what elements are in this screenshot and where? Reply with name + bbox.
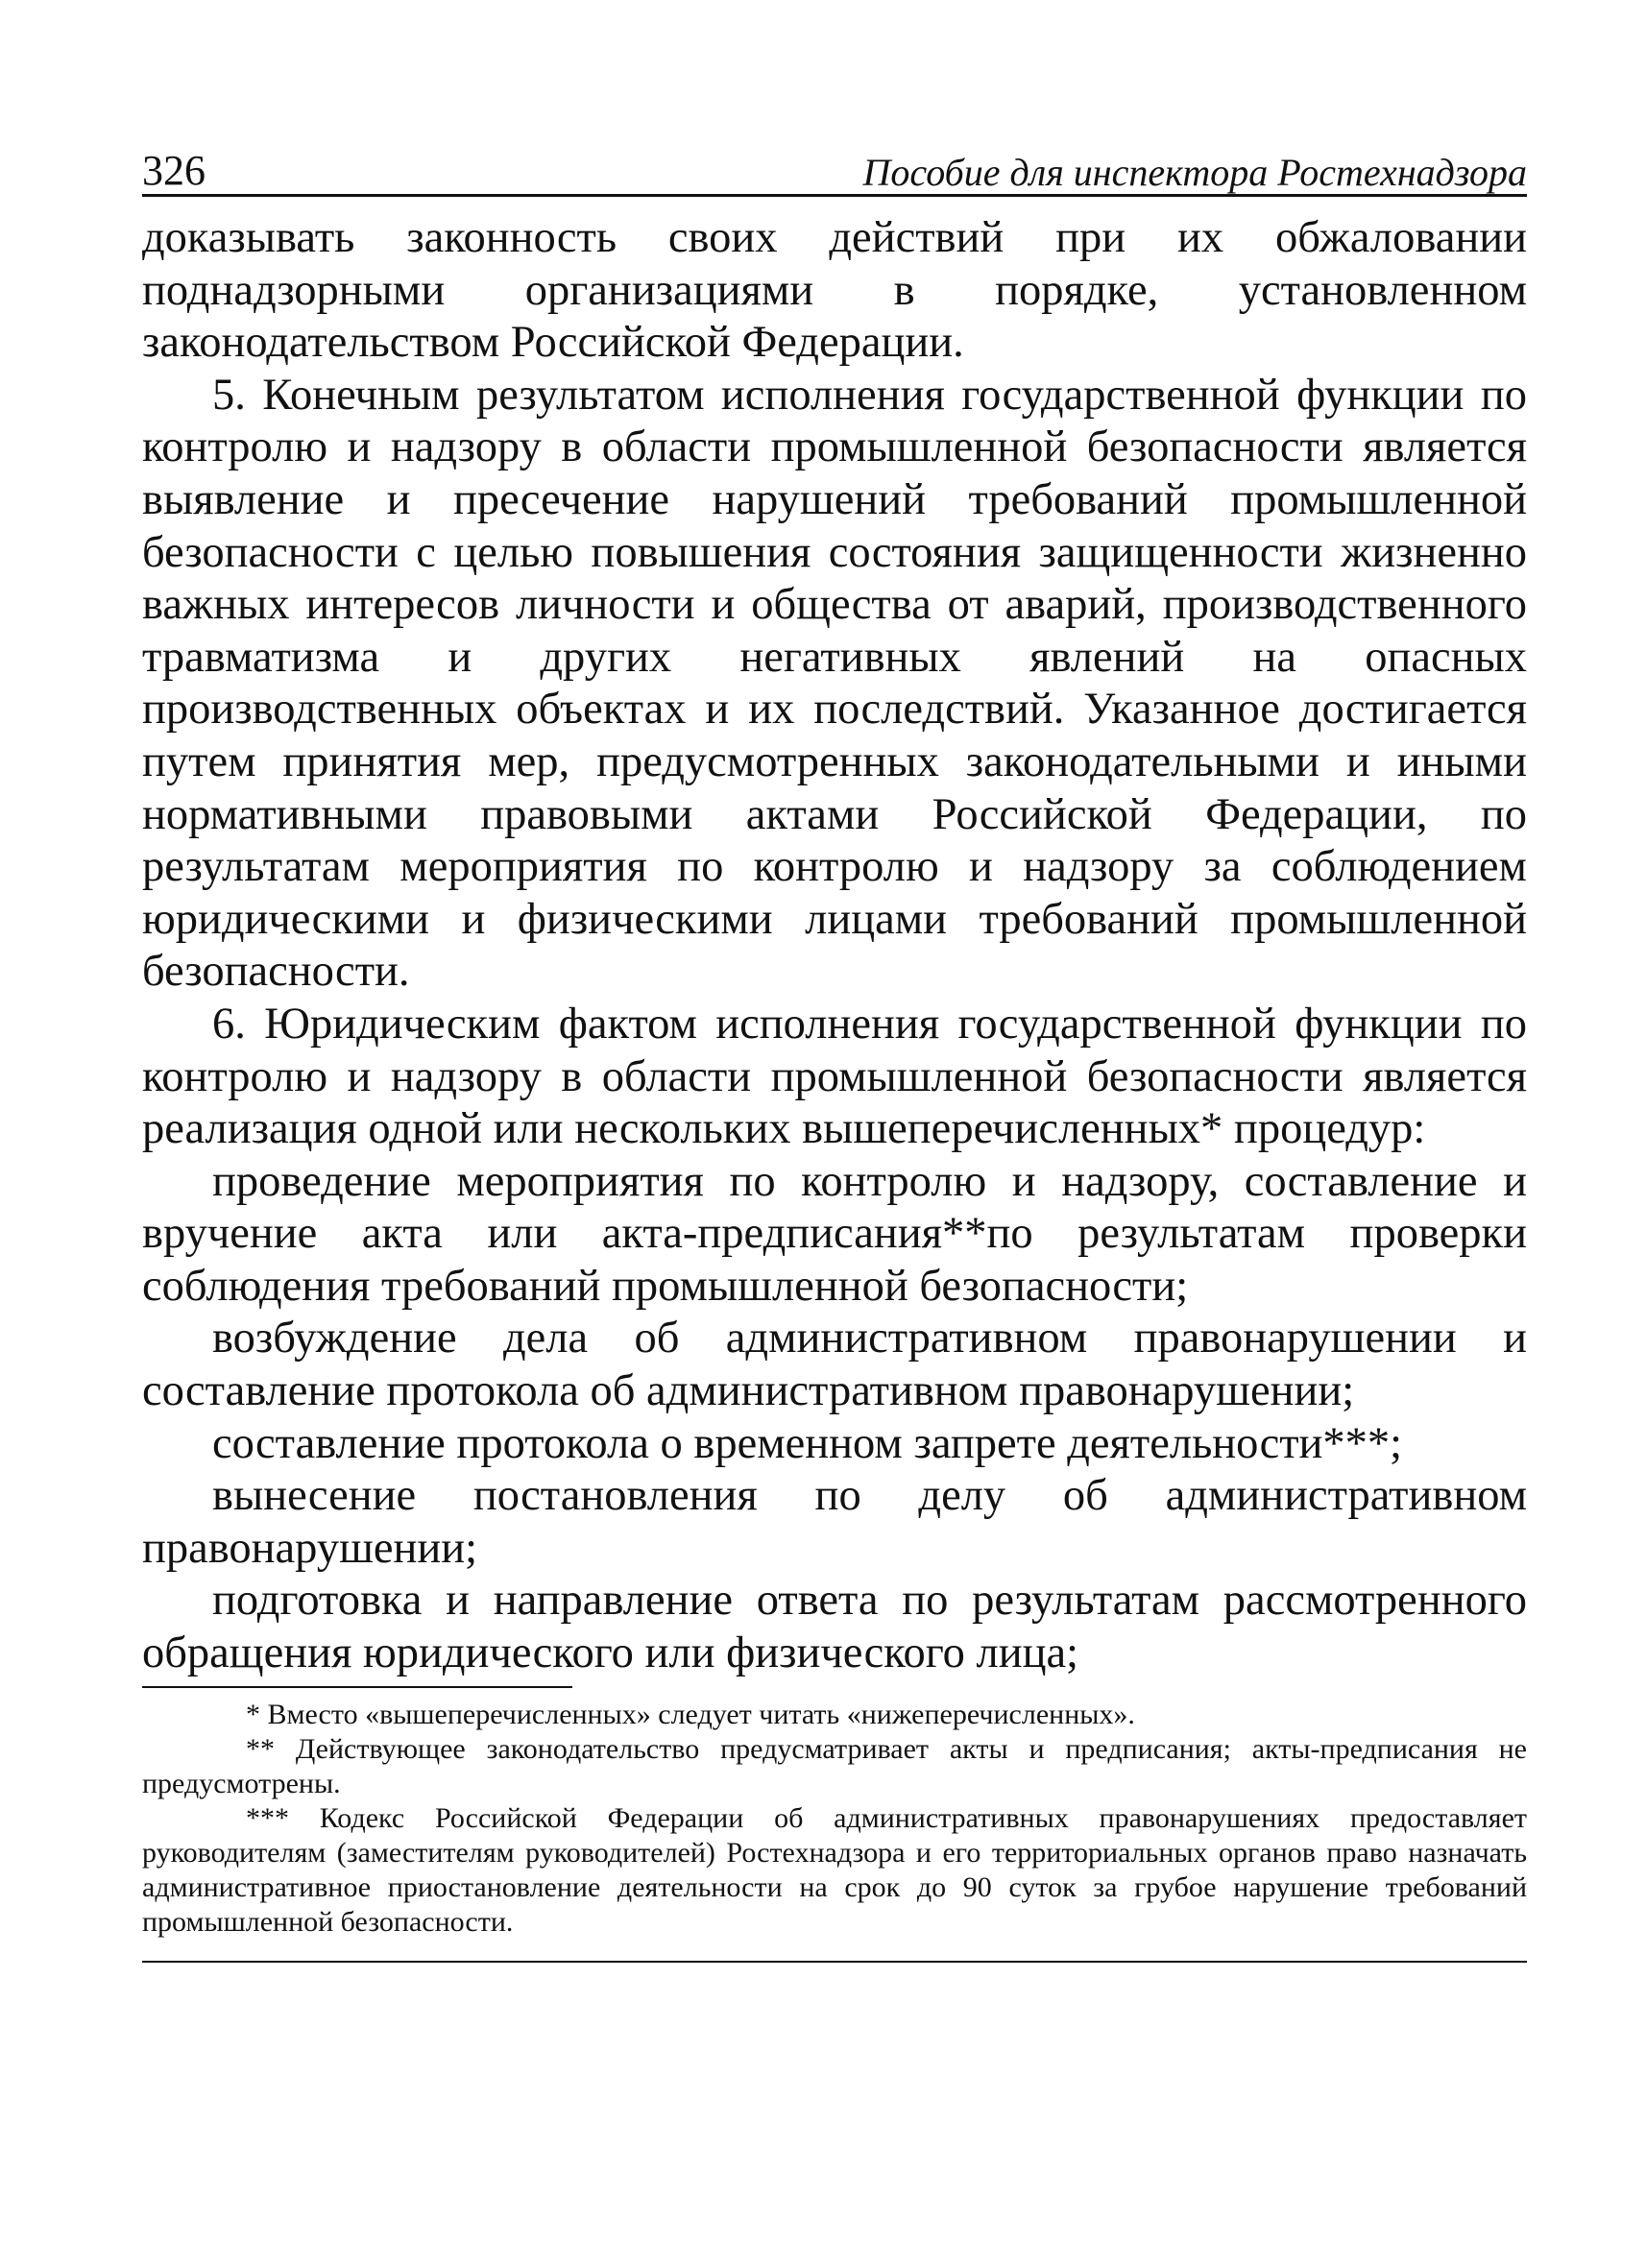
page-number: 326	[142, 147, 206, 194]
procedure-resolution: вынесение постановления по делу об административном правонарушении;	[142, 1471, 1527, 1573]
body-text	[142, 212, 1527, 1680]
footnote-3: *** Кодекс Российской Федерации об административных правонарушениях предоставляет руководителям (заместителям руководителей) Ростехнадзора и его территориальных органов право назначать административное приостановление деятельности на срок до 90 суток за грубое нарушение требований промышленной безопасности.	[142, 1801, 1527, 1938]
running-title: Пособие для инспектора Ростехнадзора	[862, 151, 1527, 194]
footnote-1: * Вместо «вышеперечисленных» следует читать «нижеперечисленных».	[246, 1698, 1135, 1730]
paragraph-item-5: 5. Конечным результатом исполнения государственной функции по контролю и надзору в области промышленной безопасности является выявление и пресечение нарушений требований промышленной безопасности с целью повышения состояния защищенности жизненно важных интересов личности и общества от аварий, производственного травматизма и других негативных явлений на опасных производственных объектах и их последствий. Указанное достигается путем принятия мер, предусмотренных законодательными и иными нормативными правовыми актами Российской Федерации, по результатам мероприятия по контролю и надзору за соблюдением юридическими и физическими лицами требований промышленной безопасности.	[142, 370, 1527, 997]
document-page	[142, 134, 1527, 1963]
footnote-2: ** Действующее законодательство предусматривает акты и предписания; акты-предписания не предусмотрены.	[142, 1732, 1527, 1799]
running-header	[142, 134, 1527, 197]
procedure-response: подготовка и направление ответа по результатам рассмотренного обращения юридического или физического лица;	[142, 1576, 1527, 1678]
procedure-case-initiation: возбуждение дела об административном правонарушении и составление протокола об административном правонарушении;	[142, 1314, 1527, 1416]
footnotes	[142, 1698, 1527, 1940]
procedure-temporary-ban: составление протокола о временном запрете деятельности***;	[212, 1418, 1403, 1468]
paragraph-item-6: 6. Юридическим фактом исполнения государственной функции по контролю и надзору в области промышленной безопасности является реализация одной или нескольких вышеперечисленных* процедур:	[142, 999, 1527, 1154]
footnote-separator	[142, 1686, 572, 1688]
procedure-inspection: проведение мероприятия по контролю и надзору, составление и вручение акта или акта-предписания**по результатам проверки соблюдения требований промышленной безопасности;	[142, 1156, 1527, 1311]
footnote-end-rule	[142, 1961, 1527, 1963]
paragraph-continuation: доказывать законность своих действий при их обжаловании поднадзорными организациями в порядке, установленном законодательством Российской Федерации.	[142, 213, 1527, 368]
